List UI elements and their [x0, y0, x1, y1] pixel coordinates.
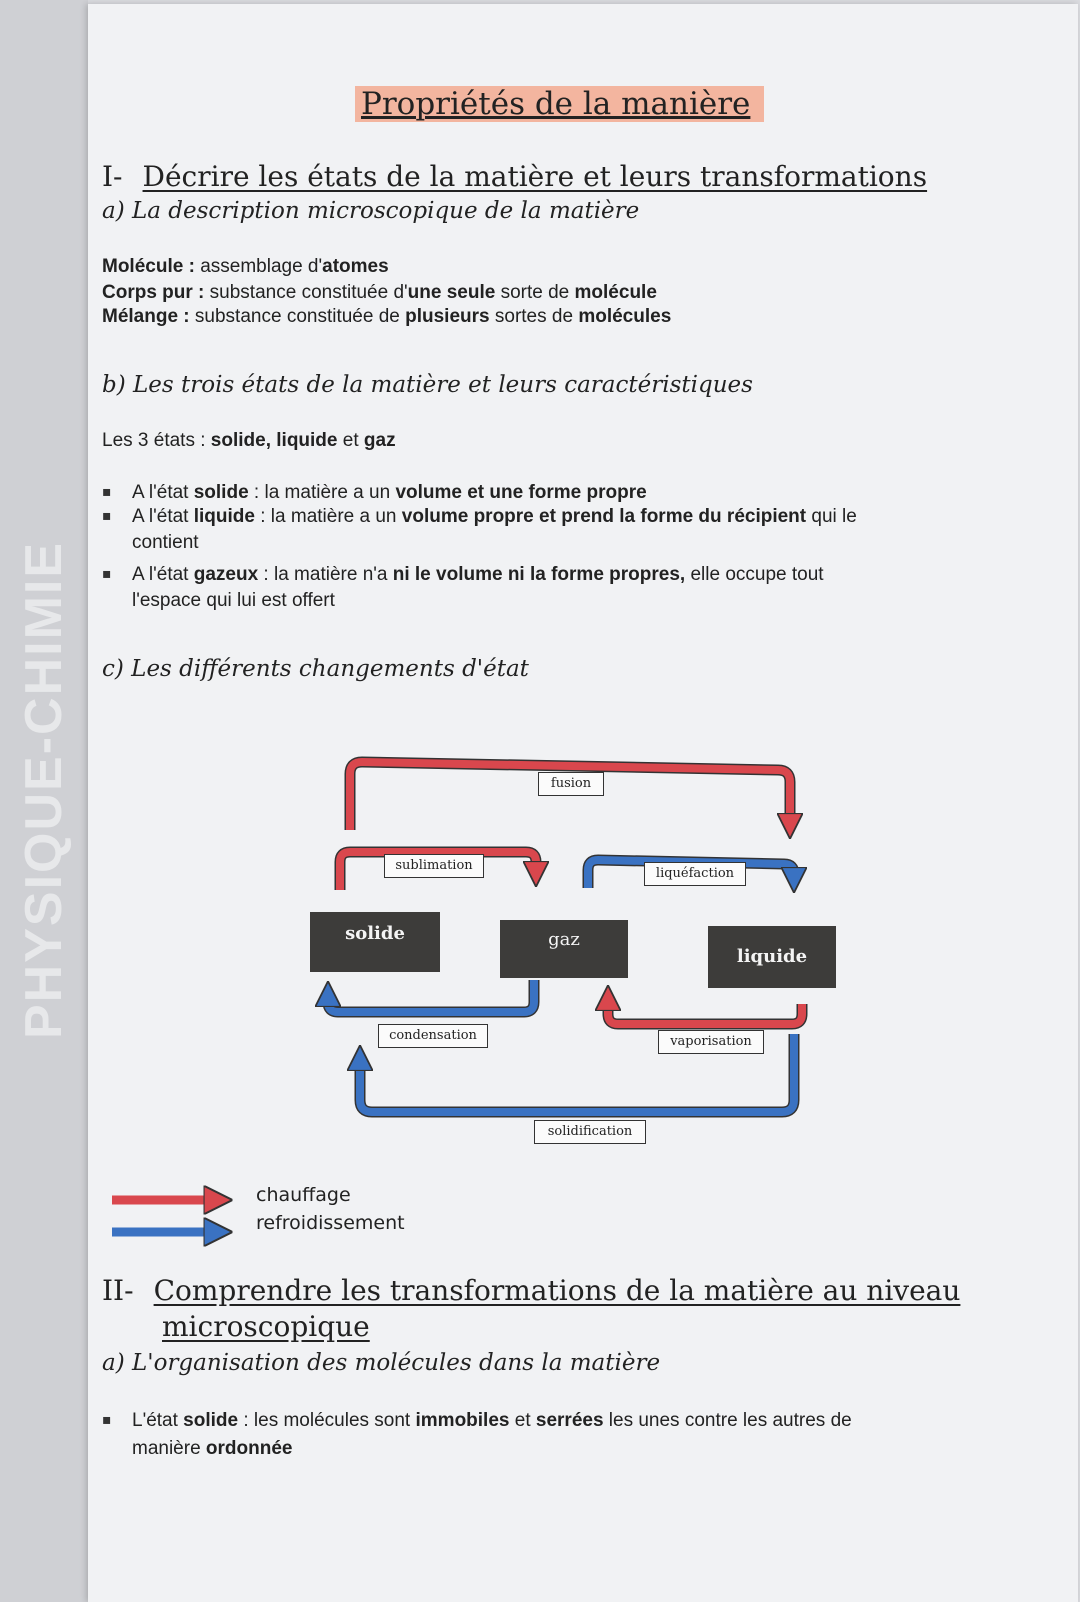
text-run: une seule: [407, 282, 496, 303]
text-run: et: [509, 1410, 536, 1431]
section-2-title-line1: Comprendre les transformations de la matière au niveau: [153, 1274, 961, 1307]
section-1-title: Décrire les états de la matière et leurs transformations: [142, 160, 928, 193]
definition-term: Mélange: [102, 306, 179, 327]
text-run: L'état: [132, 1410, 184, 1431]
text-run: substance constituée d': [209, 282, 408, 303]
label-sublimation: sublimation: [384, 854, 484, 878]
text-run: assemblage d': [200, 256, 323, 277]
text-run: molécule: [574, 282, 657, 303]
subsection-2a-title: a) L'organisation des molécules dans la matière: [102, 1350, 661, 1376]
text-run: ordonnée: [205, 1438, 293, 1459]
state-liquid: liquide: [708, 926, 836, 988]
section-1-number: I-: [102, 160, 123, 193]
label-condensation: condensation: [378, 1024, 488, 1048]
label-liquefaction: liquéfaction: [644, 862, 746, 886]
text-run: solide: [193, 482, 249, 503]
bullet-line: [132, 1438, 292, 1460]
text-run: et: [337, 430, 364, 451]
text-run: A l'état: [132, 482, 194, 503]
text-run: A l'état: [132, 564, 194, 585]
legend-cooling-label: refroidissement: [256, 1212, 405, 1234]
text-run: sorte de: [495, 282, 575, 303]
definition-term: Corps pur: [102, 282, 193, 303]
definition-separator: :: [183, 256, 201, 277]
vaporisation-arrow-fill: [608, 998, 802, 1024]
text-run: gaz: [363, 430, 396, 451]
document-page: [88, 4, 1078, 1602]
text-run: plusieurs: [405, 306, 490, 327]
bullet-marker: ▪: [102, 484, 112, 500]
text-run: elle occupe tout: [685, 564, 824, 585]
section-2-heading: [102, 1274, 960, 1307]
definition-term: Molécule: [102, 256, 184, 277]
subsection-1a-title: a) La description microscopique de la matière: [102, 198, 640, 224]
text-run: volume propre et prend la forme du récipient: [401, 506, 807, 527]
section-2-heading-cont: [162, 1310, 370, 1343]
text-run: l'espace qui lui est offert: [132, 590, 335, 611]
text-run: A l'état: [132, 506, 194, 527]
state-gas: gaz: [500, 920, 628, 978]
text-run: liquide: [193, 506, 255, 527]
text-run: : la matière n'a: [258, 564, 393, 585]
subject-label: PHYSIQUE-CHIMIE: [15, 540, 73, 1040]
bullet-marker: ▪: [102, 1412, 112, 1428]
text-run: : la matière a un: [254, 506, 402, 527]
subsection-1b-title: b) Les trois états de la matière et leurs caractéristiques: [102, 372, 753, 398]
text-run: : les molécules sont: [238, 1410, 416, 1431]
bullet-marker: ▪: [102, 566, 112, 582]
text-run: molécules: [578, 306, 672, 327]
text-run: serrées: [535, 1410, 604, 1431]
text-run: qui le: [806, 506, 857, 527]
text-run: les unes contre les autres de: [603, 1410, 852, 1431]
label-fusion: fusion: [538, 772, 604, 796]
text-run: volume et une forme propre: [395, 482, 647, 503]
text-run: manière: [132, 1438, 206, 1459]
subsection-1c-title: c) Les différents changements d'état: [102, 656, 529, 682]
section-2-number: II-: [102, 1274, 134, 1307]
text-run: ni le volume ni la forme propres,: [392, 564, 686, 585]
legend-heating-label: chauffage: [256, 1184, 351, 1206]
state-solid: solide: [310, 912, 440, 972]
text-run: sortes de: [489, 306, 579, 327]
text-run: : la matière a un: [248, 482, 396, 503]
text-run: substance constituée de: [194, 306, 406, 327]
text-run: atomes: [322, 256, 389, 277]
label-vaporisation: vaporisation: [658, 1030, 764, 1054]
bullet-marker: ▪: [102, 508, 112, 524]
definition-separator: :: [192, 282, 210, 303]
subject-sidebar: [0, 0, 88, 1602]
text-run: solide: [183, 1410, 239, 1431]
text-run: gazeux: [193, 564, 259, 585]
condensation-arrow: [328, 980, 534, 1012]
text-run: immobiles: [415, 1410, 510, 1431]
label-solidification: solidification: [534, 1120, 646, 1144]
bullet-line: [132, 1410, 852, 1432]
text-run: contient: [132, 532, 199, 553]
definition-separator: :: [178, 306, 195, 327]
text-run: Les 3 états :: [102, 430, 211, 451]
page-title: Propriétés de la manière: [355, 86, 764, 122]
section-2-title-line2: microscopique: [162, 1310, 370, 1343]
text-run: solide, liquide: [210, 430, 338, 451]
